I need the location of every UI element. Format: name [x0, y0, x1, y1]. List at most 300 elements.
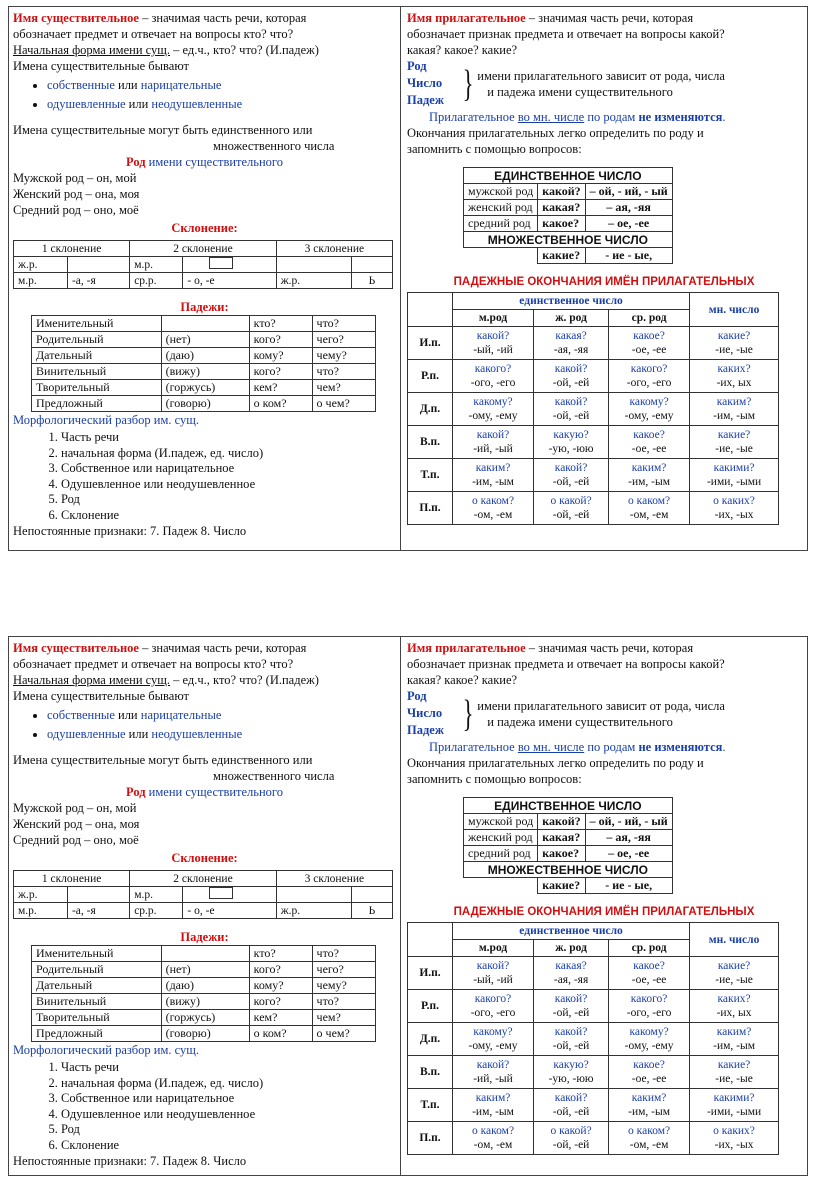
kinds-intro: Имена существительные бывают — [13, 689, 189, 703]
plural-header: мн. число — [690, 293, 779, 327]
plural-header: мн. число — [690, 923, 779, 957]
empty-ending-box — [209, 257, 233, 269]
case-cell: кто? — [249, 316, 312, 332]
case-ending: -ой, -ей — [552, 377, 590, 389]
adj-case-row — [408, 393, 779, 426]
gender-fem: Женский род – она, моя — [13, 187, 140, 201]
initial-form-label: Начальная форма имени сущ. — [13, 43, 171, 57]
case-question: какой? — [554, 396, 588, 408]
kind-item — [47, 95, 396, 114]
plural-title: МНОЖЕСТВЕННОЕ ЧИСЛО — [464, 232, 673, 248]
noun-def-rest: – значимая часть речи, которая — [142, 11, 307, 25]
adj-case-cell — [534, 393, 609, 426]
declension-header: 1 склонение — [14, 241, 130, 257]
case-name: Т.п. — [408, 1089, 453, 1122]
declension-cell: -а, -я — [67, 903, 129, 919]
plural-cell: - ие - ые, — [585, 878, 672, 894]
declension-cell — [183, 887, 276, 903]
adj-case-cell — [534, 1056, 609, 1089]
adj-case-row — [408, 1089, 779, 1122]
singular-header: единственное число — [453, 293, 690, 310]
gender-title-blue: имени существительного — [148, 785, 283, 799]
corner-cell — [408, 293, 453, 327]
case-row — [32, 332, 376, 348]
kind-item — [47, 706, 396, 725]
gender-title-red: Род — [126, 155, 146, 169]
case-ending: -ие, -ые — [715, 974, 753, 986]
adj-case-cell — [453, 393, 534, 426]
adj-case-cell — [690, 459, 779, 492]
adj-def-line2: обозначает признак предмета и отвечает на вопросы какой? — [407, 657, 725, 671]
morph-item: 1. Часть речи — [61, 1060, 396, 1076]
plural-cell: какие? — [538, 248, 585, 264]
declension-cell: м.р. — [130, 887, 183, 903]
sing-cell: средний род — [464, 846, 538, 862]
case-cell: чем? — [312, 380, 375, 396]
declension-cell: м.р. — [14, 273, 68, 289]
kind-or: или — [118, 708, 138, 722]
noun-title: Имя существительное — [13, 641, 139, 655]
case-cell: что? — [312, 316, 375, 332]
case-row — [32, 1026, 376, 1042]
case-ending: -ого, -его — [470, 377, 516, 389]
adj-case-cell — [690, 327, 779, 360]
gender-title — [13, 784, 396, 800]
case-ending: -им, -ым — [713, 410, 755, 422]
kind-item — [47, 725, 396, 744]
case-cell: Винительный — [32, 364, 162, 380]
sing-cell: мужской род — [464, 814, 538, 830]
case-cell: о чем? — [312, 396, 375, 412]
case-question: какого? — [474, 993, 512, 1005]
case-question: какое? — [633, 960, 665, 972]
sing-cell: какое? — [538, 846, 585, 862]
case-ending: -ый, -ий — [473, 344, 513, 356]
plural-rule — [407, 739, 801, 755]
case-cell: Дательный — [32, 348, 162, 364]
noun-def-line2: обозначает предмет и отвечает на вопросы кто? что? — [13, 657, 294, 671]
plural-rule — [407, 109, 801, 125]
adj-case-cell — [609, 327, 690, 360]
case-ending: -им, -ым — [472, 476, 514, 488]
morph-title: Морфологический разбор им. сущ. — [13, 413, 200, 427]
adj-title: Имя прилагательное — [407, 11, 526, 25]
case-question: какому? — [629, 1026, 669, 1038]
case-question: каким? — [475, 462, 511, 474]
adj-case-cell — [534, 1023, 609, 1056]
sing-cell: какая? — [538, 830, 585, 846]
kind-a: собственные — [47, 78, 115, 92]
gender-masc: Мужской род – он, мой — [13, 801, 137, 815]
declension-header: 3 склонение — [276, 871, 392, 887]
case-cell: Творительный — [32, 380, 162, 396]
cases-title: Падежи: — [180, 930, 229, 944]
sing-cell: – ой, - ий, - ый — [585, 184, 672, 200]
corner-cell — [408, 923, 453, 957]
declension-cell: Ь — [351, 273, 392, 289]
adj-case-cell — [609, 990, 690, 1023]
case-ending: -их, ых — [716, 1007, 752, 1019]
adj-case-cell — [453, 1023, 534, 1056]
case-ending: -ое, -ее — [631, 1073, 667, 1085]
case-name: Д.п. — [408, 1023, 453, 1056]
morph-item: 3. Собственное или нарицательное — [61, 461, 396, 477]
rdp-text2: и падежа имени существительного — [487, 84, 673, 99]
plural-rule-b: во мн. числе — [517, 110, 585, 124]
declension-header: 2 склонение — [130, 241, 277, 257]
rdp-labels — [407, 688, 459, 739]
declension-cell: м.р. — [130, 257, 183, 273]
case-question: какому? — [473, 1026, 513, 1038]
adj-case-row — [408, 492, 779, 525]
declension-header: 2 склонение — [130, 871, 277, 887]
rdp-label: Род — [407, 689, 427, 703]
adj-case-cell — [609, 1122, 690, 1155]
declension-cell: - о, -е — [183, 273, 276, 289]
adj-case-cell — [453, 1056, 534, 1089]
brace-icon: } — [462, 62, 474, 105]
case-ending: -ой, -ей — [552, 410, 590, 422]
declension-header: 3 склонение — [276, 241, 392, 257]
adj-case-cell — [534, 360, 609, 393]
case-cell: (вижу) — [161, 994, 249, 1010]
initial-form-rest: – ед.ч., кто? что? (И.падеж) — [173, 673, 319, 687]
noun-kinds-list — [13, 76, 396, 114]
cases-title: Падежи: — [180, 300, 229, 314]
plural-rule-d: не изменяются — [638, 110, 723, 124]
noun-number-line1: Имена существительные могут быть единственного или — [13, 123, 313, 137]
col-header: ср. род — [609, 310, 690, 327]
case-question: какие? — [717, 429, 751, 441]
declension-cell: ж.р. — [14, 887, 68, 903]
morph-item: 6. Склонение — [61, 1138, 396, 1154]
case-cell: Дательный — [32, 978, 162, 994]
adj-case-cell — [690, 1122, 779, 1155]
declension-cell — [276, 257, 351, 273]
morph-item: 6. Склонение — [61, 508, 396, 524]
adj-case-cell — [453, 426, 534, 459]
adj-case-cell — [609, 459, 690, 492]
case-name: Т.п. — [408, 459, 453, 492]
endings-line1: Окончания прилагательных легко определить по роду и — [407, 126, 704, 140]
gender-neut: Средний род – оно, моё — [13, 203, 139, 217]
case-ending: -ой, -ей — [552, 509, 590, 521]
case-ending: -ий, -ый — [473, 1073, 513, 1085]
sing-cell: какая? — [538, 200, 585, 216]
case-question: какому? — [629, 396, 669, 408]
case-cell: кем? — [249, 380, 312, 396]
case-ending: -ом, -ем — [473, 509, 513, 521]
case-row — [32, 396, 376, 412]
declension-cell — [67, 257, 129, 273]
sing-cell: женский род — [464, 200, 538, 216]
kind-b: нарицательные — [140, 78, 222, 92]
case-question: о каких? — [713, 1125, 755, 1137]
adj-case-row — [408, 360, 779, 393]
adj-case-cell — [690, 360, 779, 393]
case-cell: чему? — [312, 348, 375, 364]
adj-case-cell — [609, 1023, 690, 1056]
declension-title: Склонение: — [171, 851, 238, 865]
case-row — [32, 978, 376, 994]
initial-form-label: Начальная форма имени сущ. — [13, 673, 171, 687]
sing-cell: – ой, - ий, - ый — [585, 814, 672, 830]
rdp-text1: имени прилагательного зависит от рода, числа — [477, 68, 725, 83]
noun-def-rest: – значимая часть речи, которая — [142, 641, 307, 655]
case-ending: -им, -ым — [628, 476, 671, 488]
case-ending: -ими, -ыми — [706, 476, 762, 488]
plural-title: МНОЖЕСТВЕННОЕ ЧИСЛО — [464, 862, 673, 878]
adj-case-cell — [690, 1023, 779, 1056]
plural-cell: какие? — [538, 878, 585, 894]
case-name: Р.п. — [408, 990, 453, 1023]
case-table-title: ПАДЕЖНЫЕ ОКОНЧАНИЯ ИМЁН ПРИЛАГАТЕЛЬНЫХ — [453, 276, 755, 288]
declension-table — [13, 240, 393, 289]
sing-cell: мужской род — [464, 184, 538, 200]
case-ending: -их, -ых — [714, 509, 754, 521]
case-question: какой? — [554, 363, 588, 375]
case-question: какого? — [630, 363, 668, 375]
adj-def-rest: – значимая часть речи, которая — [528, 11, 694, 25]
case-name: В.п. — [408, 426, 453, 459]
plural-rule-c: по родам — [587, 110, 636, 124]
adj-case-cell — [690, 426, 779, 459]
reference-card-bottom — [8, 636, 808, 1176]
case-ending: -им, -ым — [472, 1106, 514, 1118]
rdp-block — [407, 688, 801, 739]
case-cell: (горжусь) — [161, 380, 249, 396]
sing-cell: средний род — [464, 216, 538, 232]
case-question: какой? — [554, 462, 588, 474]
adj-case-cell — [453, 459, 534, 492]
case-ending: -ие, -ые — [715, 344, 753, 356]
morph-item: 1. Часть речи — [61, 430, 396, 446]
case-cell: о ком? — [249, 1026, 312, 1042]
adj-case-cell — [453, 957, 534, 990]
case-ending: -ом, -ем — [629, 509, 669, 521]
adj-case-cell — [453, 1089, 534, 1122]
case-question: о каком? — [628, 1125, 671, 1137]
sing-cell: женский род — [464, 830, 538, 846]
case-question: какое? — [633, 1059, 665, 1071]
case-cell: Именительный — [32, 946, 162, 962]
morph-item: 3. Собственное или нарицательное — [61, 1091, 396, 1107]
case-cell: кого? — [249, 994, 312, 1010]
case-cell: (нет) — [161, 332, 249, 348]
plural-rule-e: . — [722, 110, 726, 124]
case-ending: -ое, -ее — [631, 344, 667, 356]
case-cell: (даю) — [161, 348, 249, 364]
case-ending: -ом, -ем — [629, 1139, 669, 1151]
case-question: какой? — [554, 1092, 588, 1104]
nonconst-line: Непостоянные признаки: 7. Падеж 8. Число — [13, 1154, 247, 1168]
adj-case-row — [408, 1023, 779, 1056]
case-question: какой? — [476, 330, 510, 342]
declension-cell: ср.р. — [130, 273, 183, 289]
case-cell: кем? — [249, 1010, 312, 1026]
case-row — [32, 380, 376, 396]
col-header: ж. род — [534, 940, 609, 957]
nonconst-line: Непостоянные признаки: 7. Падеж 8. Число — [13, 524, 247, 538]
case-question: какие? — [717, 960, 751, 972]
adj-title: Имя прилагательное — [407, 641, 526, 655]
case-cell — [161, 316, 249, 332]
declension-cell — [351, 887, 392, 903]
morph-title: Морфологический разбор им. сущ. — [13, 1043, 200, 1057]
case-ending: -ую, -юю — [548, 443, 594, 455]
case-question: каких? — [717, 993, 751, 1005]
sing-cell: какой? — [538, 814, 585, 830]
adj-case-cell — [534, 327, 609, 360]
case-row — [32, 946, 376, 962]
case-ending: -ой, -ей — [552, 476, 590, 488]
singular-title: ЕДИНСТВЕННОЕ ЧИСЛО — [464, 798, 673, 814]
plural-rule-b: во мн. числе — [517, 740, 585, 754]
case-row — [32, 364, 376, 380]
kind-item — [47, 76, 396, 95]
adj-case-cell — [690, 492, 779, 525]
case-cell: (даю) — [161, 978, 249, 994]
adj-def-line3: какая? какое? какие? — [407, 43, 518, 57]
adj-case-cell — [534, 990, 609, 1023]
adj-case-row — [408, 990, 779, 1023]
case-ending: -им, -ым — [628, 1106, 671, 1118]
noun-cases-table — [31, 945, 376, 1042]
case-row — [32, 316, 376, 332]
case-cell: (горжусь) — [161, 1010, 249, 1026]
adj-definition — [407, 640, 801, 656]
adj-case-cell — [690, 393, 779, 426]
case-ending: -ие, -ые — [715, 1073, 753, 1085]
noun-column — [9, 7, 401, 550]
adj-case-cell — [690, 1089, 779, 1122]
case-question: какие? — [717, 330, 751, 342]
rdp-text — [477, 68, 725, 100]
adj-case-row — [408, 459, 779, 492]
adj-case-cell — [609, 1089, 690, 1122]
case-question: какой? — [554, 993, 588, 1005]
gender-title — [13, 154, 396, 170]
case-ending: -ый, -ий — [473, 974, 513, 986]
rdp-block — [407, 58, 801, 109]
sing-cell: – ое, -ее — [585, 216, 672, 232]
adj-case-table — [407, 292, 779, 525]
morph-item: 4. Одушевленное или неодушевленное — [61, 1107, 396, 1123]
morph-item: 2. начальная форма (И.падеж, ед. число) — [61, 1076, 396, 1092]
col-header: м.род — [453, 310, 534, 327]
case-cell: кому? — [249, 978, 312, 994]
kind-b: неодушевленные — [151, 97, 243, 111]
endings-line1: Окончания прилагательных легко определить по роду и — [407, 756, 704, 770]
case-cell: кого? — [249, 364, 312, 380]
rdp-label: Число — [407, 76, 443, 90]
case-ending: -ое, -ее — [631, 443, 667, 455]
case-name: Д.п. — [408, 393, 453, 426]
sing-cell: – ая, -яя — [585, 830, 672, 846]
case-cell: чего? — [312, 962, 375, 978]
case-question: какая? — [555, 960, 587, 972]
case-question: каким? — [631, 462, 667, 474]
noun-definition — [13, 640, 396, 656]
case-ending: -ом, -ем — [473, 1139, 513, 1151]
case-ending: -ий, -ый — [473, 443, 513, 455]
adj-def-line3: какая? какое? какие? — [407, 673, 518, 687]
declension-header: 1 склонение — [14, 871, 130, 887]
declension-cell: ж.р. — [276, 273, 351, 289]
case-ending: -ому, -ему — [624, 410, 674, 422]
adj-case-cell — [534, 1089, 609, 1122]
declension-cell — [276, 887, 351, 903]
gender-title-red: Род — [126, 785, 146, 799]
adj-case-row — [408, 957, 779, 990]
case-ending: -ая, -яя — [553, 344, 589, 356]
morph-list — [13, 430, 396, 523]
adjective-column — [401, 7, 807, 550]
adj-case-cell — [534, 957, 609, 990]
case-cell: чем? — [312, 1010, 375, 1026]
adj-case-cell — [534, 1122, 609, 1155]
singular-title: ЕДИНСТВЕННОЕ ЧИСЛО — [464, 168, 673, 184]
empty-ending-box — [209, 887, 233, 899]
adj-definition — [407, 10, 801, 26]
adj-case-row — [408, 1056, 779, 1089]
case-name: Р.п. — [408, 360, 453, 393]
case-ending: -ого, -его — [626, 1007, 672, 1019]
case-question: какая? — [555, 330, 587, 342]
case-question: какие? — [717, 1059, 751, 1071]
case-cell: Родительный — [32, 332, 162, 348]
kinds-intro: Имена существительные бывают — [13, 59, 189, 73]
case-question: какого? — [630, 993, 668, 1005]
endings-line2: запомнить с помощью вопросов: — [407, 142, 582, 156]
adj-case-cell — [453, 1122, 534, 1155]
adj-case-cell — [534, 459, 609, 492]
sing-cell: – ая, -яя — [585, 200, 672, 216]
morph-list — [13, 1060, 396, 1153]
gender-masc: Мужской род – он, мой — [13, 171, 137, 185]
adj-case-cell — [453, 990, 534, 1023]
case-ending: -ой, -ей — [552, 1139, 590, 1151]
kind-a: собственные — [47, 708, 115, 722]
adj-case-row — [408, 327, 779, 360]
declension-cell: ср.р. — [130, 903, 183, 919]
case-cell: что? — [312, 946, 375, 962]
case-question: каким? — [475, 1092, 511, 1104]
case-ending: -ое, -ее — [631, 974, 667, 986]
adj-case-row — [408, 1122, 779, 1155]
case-cell: кому? — [249, 348, 312, 364]
case-ending: -ой, -ей — [552, 1040, 590, 1052]
case-question: какого? — [474, 363, 512, 375]
noun-number-line1: Имена существительные могут быть единственного или — [13, 753, 313, 767]
case-cell: (нет) — [161, 962, 249, 978]
case-row — [32, 348, 376, 364]
case-question: о какой? — [550, 1125, 592, 1137]
case-question: о какой? — [550, 495, 592, 507]
case-ending: -ой, -ей — [552, 1007, 590, 1019]
adj-case-cell — [609, 393, 690, 426]
col-header: ж. род — [534, 310, 609, 327]
kind-b: неодушевленные — [151, 727, 243, 741]
case-question: какими? — [713, 462, 755, 474]
case-cell — [161, 946, 249, 962]
rdp-labels — [407, 58, 459, 109]
plural-rule-a: Прилагательное — [429, 110, 515, 124]
morph-item: 5. Род — [61, 492, 396, 508]
adj-case-cell — [609, 957, 690, 990]
singular-table — [463, 167, 673, 264]
plural-cell: - ие - ые, — [585, 248, 672, 264]
